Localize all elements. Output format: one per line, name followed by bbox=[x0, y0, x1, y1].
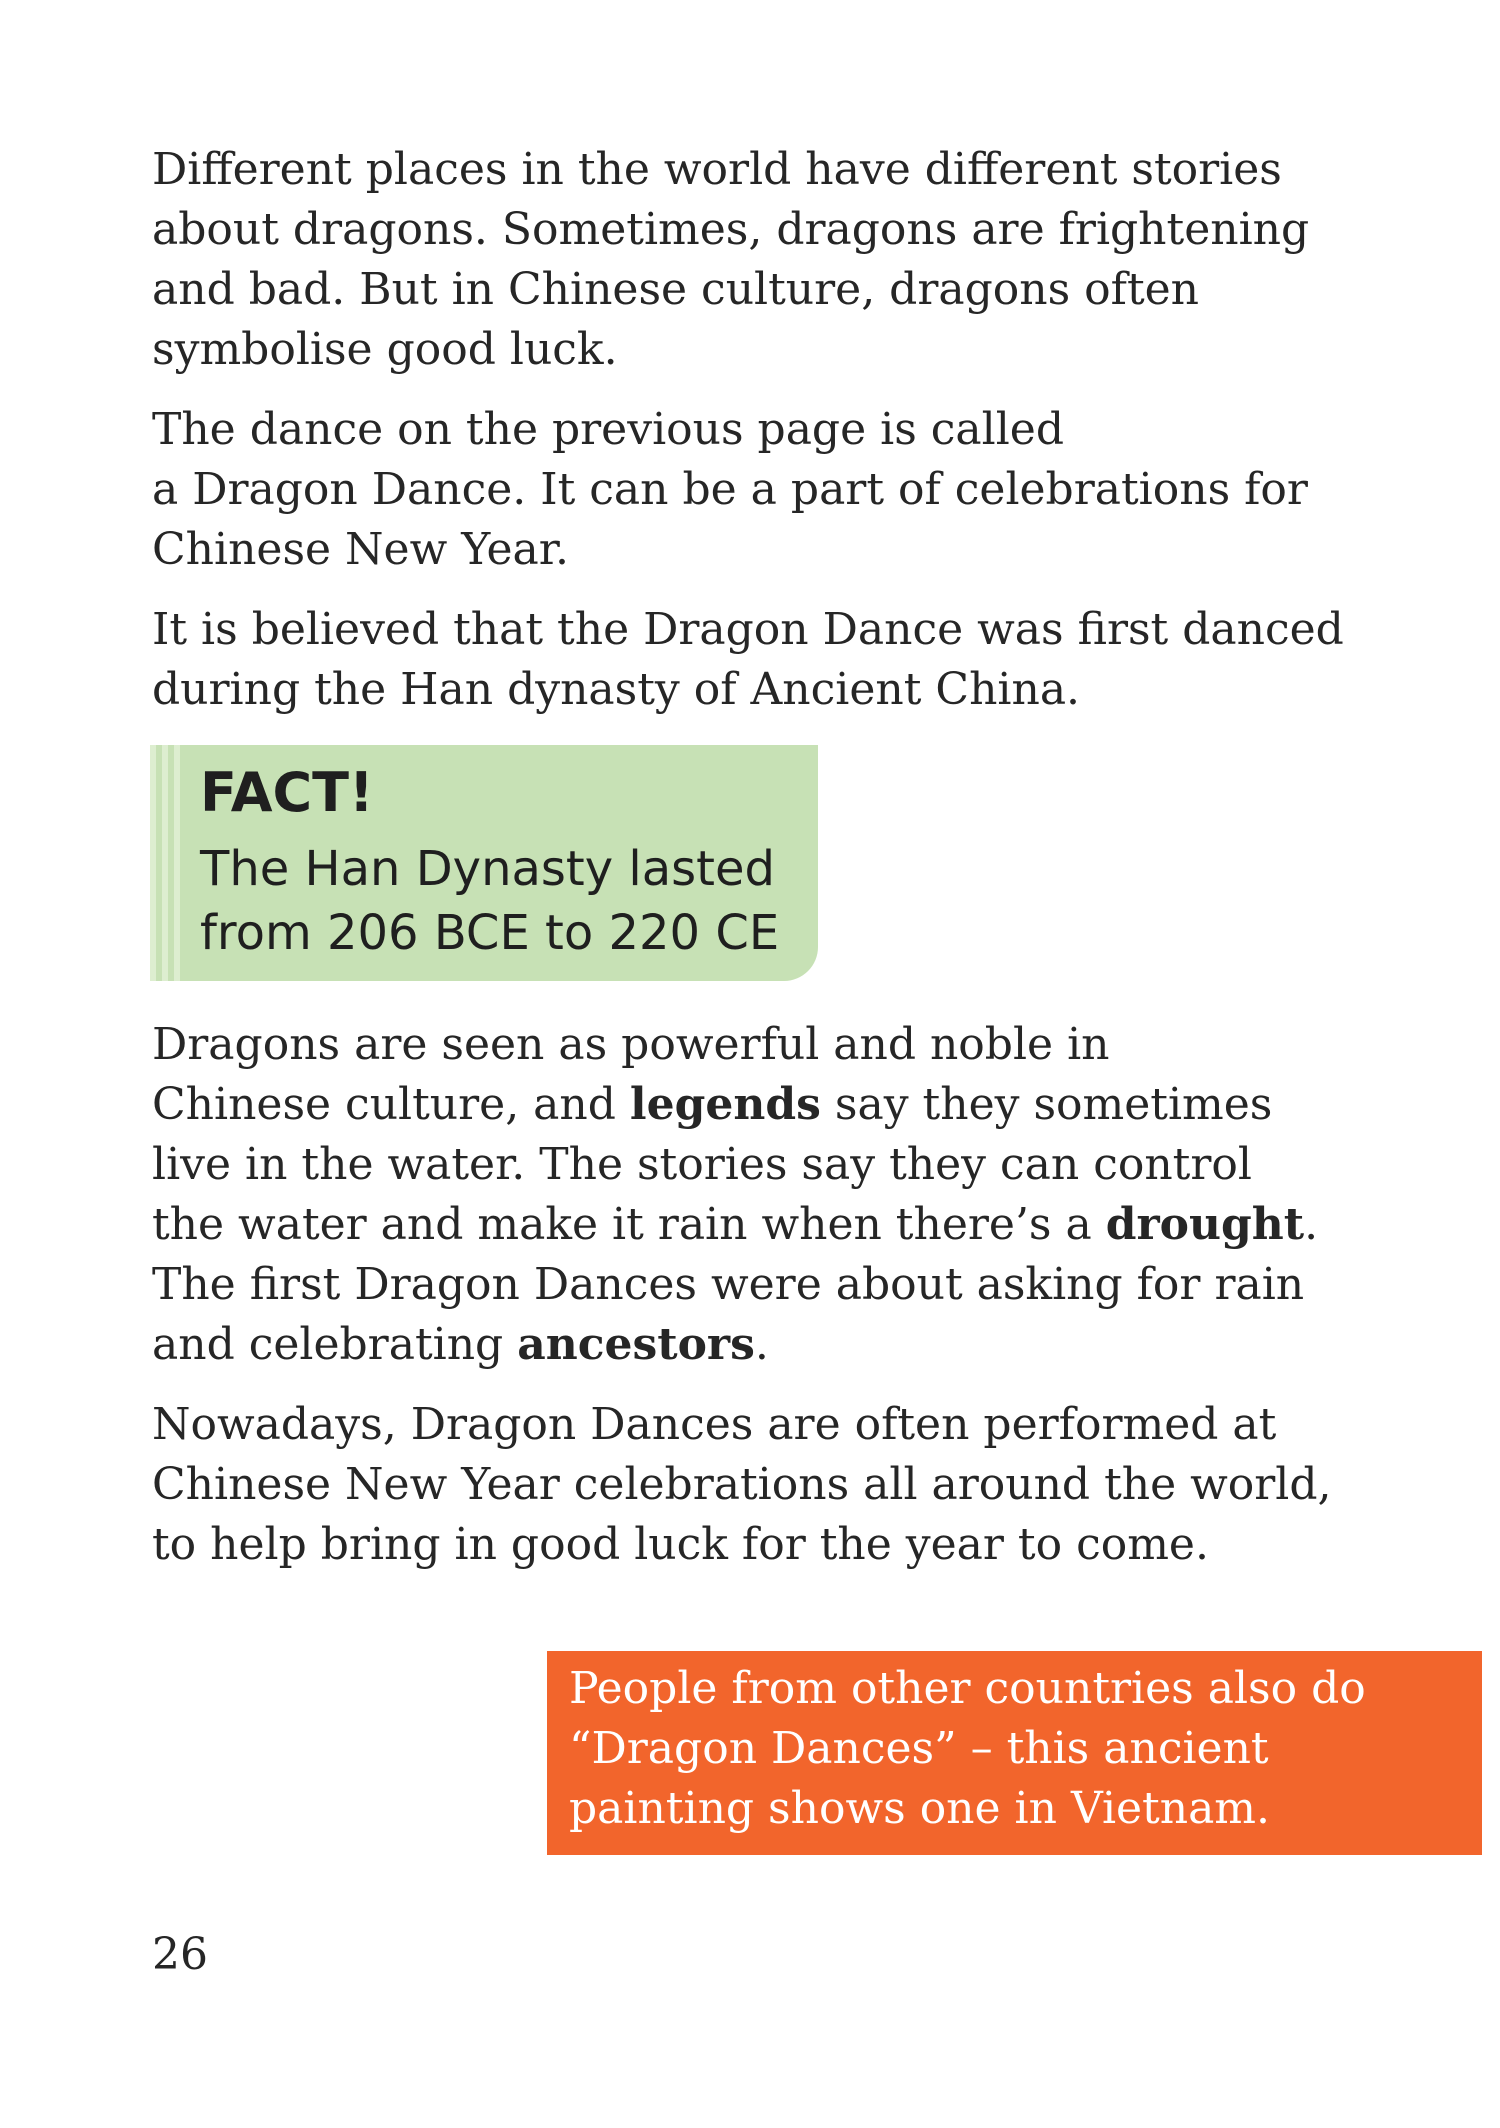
paragraph-dragons-powerful bbox=[152, 1015, 1318, 1375]
fact-line: from 206 BCE to 220 CE bbox=[200, 905, 780, 961]
text-segment: Chinese culture, and bbox=[152, 1079, 630, 1130]
fact-line: The Han Dynasty lasted bbox=[200, 841, 775, 897]
paragraph-han-dynasty bbox=[152, 600, 1344, 720]
paragraph-dragon-stories bbox=[152, 140, 1309, 380]
text-line bbox=[152, 1195, 1318, 1255]
caption-line: People from other countries also do bbox=[569, 1663, 1366, 1714]
image-caption-box bbox=[547, 1651, 1482, 1855]
text-line: Different places in the world have different stories bbox=[152, 144, 1282, 195]
glossary-term-drought: drought bbox=[1105, 1199, 1305, 1250]
page-number: 26 bbox=[152, 1929, 208, 1980]
fact-box bbox=[150, 745, 818, 981]
text-line: Nowadays, Dragon Dances are often performed at bbox=[152, 1399, 1277, 1450]
paragraph-nowadays bbox=[152, 1395, 1332, 1575]
text-line bbox=[152, 1075, 1318, 1135]
text-segment: . bbox=[1304, 1199, 1319, 1250]
caption-line: painting shows one in Vietnam. bbox=[569, 1783, 1271, 1834]
text-line: It is believed that the Dragon Dance was first danced bbox=[152, 604, 1344, 655]
fact-title: FACT! bbox=[200, 761, 374, 824]
text-line: a Dragon Dance. It can be a part of celebrations for bbox=[152, 464, 1308, 515]
text-line: during the Han dynasty of Ancient China. bbox=[152, 664, 1081, 715]
text-segment: the water and make it rain when there’s a bbox=[152, 1199, 1106, 1250]
text-line: symbolise good luck. bbox=[152, 324, 618, 375]
fact-text bbox=[200, 837, 779, 965]
text-line: to help bring in good luck for the year to come. bbox=[152, 1519, 1209, 1570]
text-line bbox=[152, 1315, 1318, 1375]
image-caption bbox=[569, 1659, 1366, 1839]
text-segment: . bbox=[754, 1319, 769, 1370]
glossary-term-legends: legends bbox=[629, 1079, 821, 1130]
text-line: about dragons. Sometimes, dragons are frightening bbox=[152, 204, 1310, 255]
text-segment: and celebrating bbox=[152, 1319, 518, 1370]
fact-box-stripe bbox=[150, 745, 156, 981]
paragraph-dragon-dance bbox=[152, 400, 1308, 580]
text-line: The first Dragon Dances were about asking for rain bbox=[152, 1259, 1305, 1310]
text-line: Chinese New Year. bbox=[152, 524, 569, 575]
fact-box-stripe bbox=[162, 745, 168, 981]
text-line: The dance on the previous page is called bbox=[152, 404, 1064, 455]
text-line: Chinese New Year celebrations all around the world, bbox=[152, 1459, 1332, 1510]
text-segment: say they sometimes bbox=[820, 1079, 1273, 1130]
text-line: live in the water. The stories say they can control bbox=[152, 1139, 1252, 1190]
caption-line: “Dragon Dances” – this ancient bbox=[569, 1723, 1269, 1774]
text-line: and bad. But in Chinese culture, dragons often bbox=[152, 264, 1199, 315]
glossary-term-ancestors: ancestors bbox=[517, 1319, 755, 1370]
fact-box-stripe bbox=[174, 745, 180, 981]
text-line: Dragons are seen as powerful and noble in bbox=[152, 1019, 1110, 1070]
